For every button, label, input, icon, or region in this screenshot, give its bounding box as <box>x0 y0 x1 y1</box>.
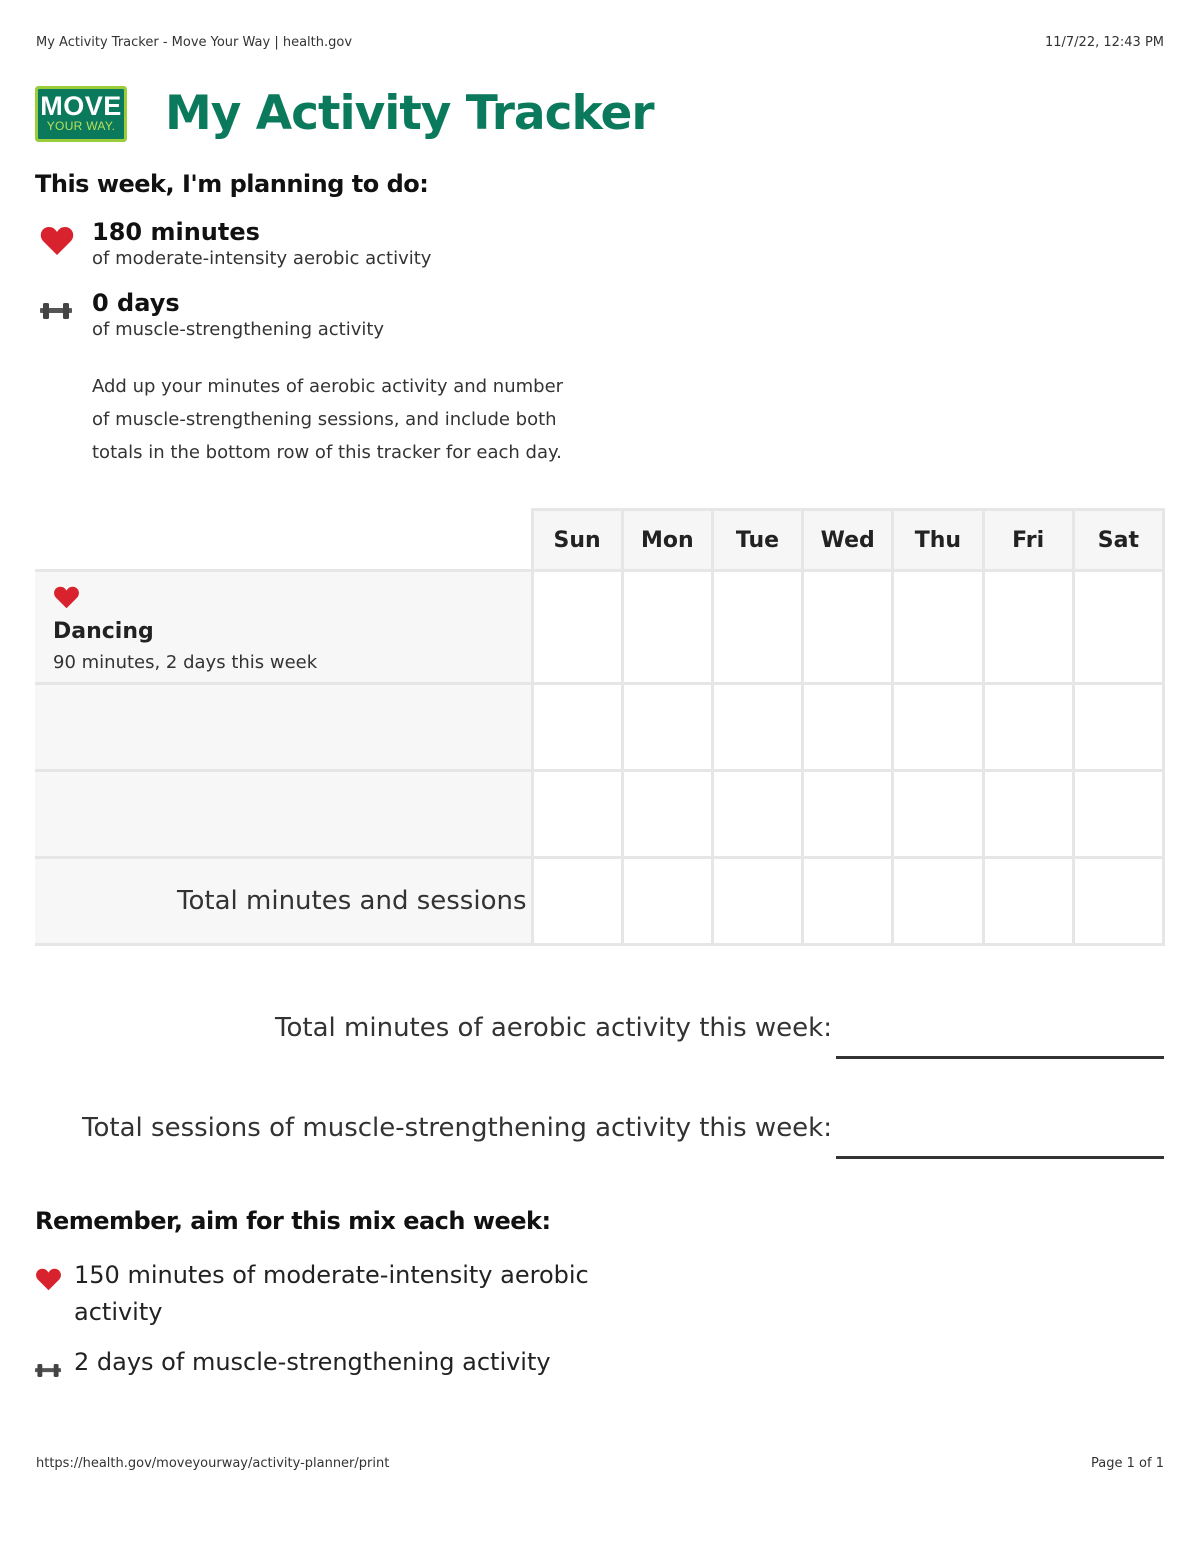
total-cell[interactable] <box>622 858 712 945</box>
day-cell[interactable] <box>712 571 802 684</box>
remember-item-aerobic <box>35 1257 594 1331</box>
dumbbell-icon <box>35 1353 61 1390</box>
plan-heading: This week, I'm planning to do: <box>35 170 429 198</box>
activity-name: Dancing <box>53 619 154 644</box>
print-footer-url: https://health.gov/moveyourway/activity-planner/print <box>36 1456 390 1471</box>
total-cell[interactable] <box>532 858 622 945</box>
page-title: My Activity Tracker <box>165 86 654 141</box>
print-footer-page: Page 1 of 1 <box>1091 1456 1164 1471</box>
remember-item-text: 2 days of muscle-strengthening activity <box>74 1348 551 1376</box>
dumbbell-icon <box>40 301 72 325</box>
empty-activity-cell <box>35 771 532 858</box>
logo-line2: YOUR WAY. <box>46 119 116 133</box>
aerobic-goal-desc: of moderate-intensity aerobic activity <box>92 248 432 269</box>
day-cell[interactable] <box>532 684 622 771</box>
print-footer <box>36 1456 1164 1471</box>
day-cell[interactable] <box>803 571 893 684</box>
day-cell[interactable] <box>1073 684 1163 771</box>
print-header-datetime: 11/7/22, 12:43 PM <box>1044 35 1164 50</box>
heart-icon <box>35 1265 62 1302</box>
activity-tracker-table <box>35 508 1165 946</box>
aerobic-total-line <box>275 1013 1164 1043</box>
remember-item-text: 150 minutes of moderate-intensity aerobic activity <box>74 1261 589 1326</box>
muscle-total-blank[interactable] <box>836 1156 1164 1159</box>
day-cell[interactable] <box>712 684 802 771</box>
day-cell[interactable] <box>893 771 983 858</box>
day-cell[interactable] <box>712 771 802 858</box>
table-row <box>35 771 1164 858</box>
aerobic-total-label: Total minutes of aerobic activity this week: <box>275 1013 832 1043</box>
total-cell[interactable] <box>1073 858 1163 945</box>
total-cell[interactable] <box>803 858 893 945</box>
heart-icon <box>53 586 531 613</box>
muscle-total-line <box>82 1113 1164 1143</box>
aerobic-total-blank[interactable] <box>836 1056 1164 1059</box>
table-corner <box>35 510 532 571</box>
print-header-title: My Activity Tracker - Move Your Way | health.gov <box>36 35 353 50</box>
day-cell[interactable] <box>983 571 1073 684</box>
day-cell[interactable] <box>1073 771 1163 858</box>
print-header <box>36 35 1164 50</box>
day-cell[interactable] <box>893 571 983 684</box>
day-header-sun: Sun <box>532 510 622 571</box>
table-row <box>35 571 1164 684</box>
day-cell[interactable] <box>803 771 893 858</box>
move-your-way-logo <box>35 86 127 142</box>
day-header-fri: Fri <box>983 510 1073 571</box>
day-cell[interactable] <box>622 684 712 771</box>
logo-line1: MOVE <box>40 91 122 121</box>
day-cell[interactable] <box>622 571 712 684</box>
tracker-instructions: Add up your minutes of aerobic activity and number of muscle-strengthening sessions, and include both totals in the bottom row of this tracker for each day. <box>92 376 564 463</box>
heart-icon <box>40 226 74 260</box>
muscle-goal-value: 0 days <box>92 289 180 317</box>
day-header-sat: Sat <box>1073 510 1163 571</box>
activity-desc: 90 minutes, 2 days this week <box>53 652 318 673</box>
total-label: Total minutes and sessions <box>35 858 532 945</box>
activity-label-cell <box>35 571 532 684</box>
muscle-goal-desc: of muscle-strengthening activity <box>92 319 385 340</box>
day-cell[interactable] <box>1073 571 1163 684</box>
remember-item-muscle <box>35 1344 594 1381</box>
day-header-mon: Mon <box>622 510 712 571</box>
remember-heading: Remember, aim for this mix each week: <box>35 1207 551 1235</box>
day-header-wed: Wed <box>803 510 893 571</box>
day-cell[interactable] <box>622 771 712 858</box>
table-row <box>35 684 1164 771</box>
day-cell[interactable] <box>532 571 622 684</box>
day-cell[interactable] <box>983 771 1073 858</box>
day-cell[interactable] <box>803 684 893 771</box>
day-cell[interactable] <box>532 771 622 858</box>
empty-activity-cell <box>35 684 532 771</box>
day-cell[interactable] <box>893 684 983 771</box>
total-cell[interactable] <box>893 858 983 945</box>
total-cell[interactable] <box>712 858 802 945</box>
day-header-thu: Thu <box>893 510 983 571</box>
aerobic-goal-value: 180 minutes <box>92 218 260 246</box>
day-cell[interactable] <box>983 684 1073 771</box>
totals-row <box>35 858 1164 945</box>
total-cell[interactable] <box>983 858 1073 945</box>
day-header-tue: Tue <box>712 510 802 571</box>
muscle-total-label: Total sessions of muscle-strengthening activity this week: <box>82 1113 832 1143</box>
